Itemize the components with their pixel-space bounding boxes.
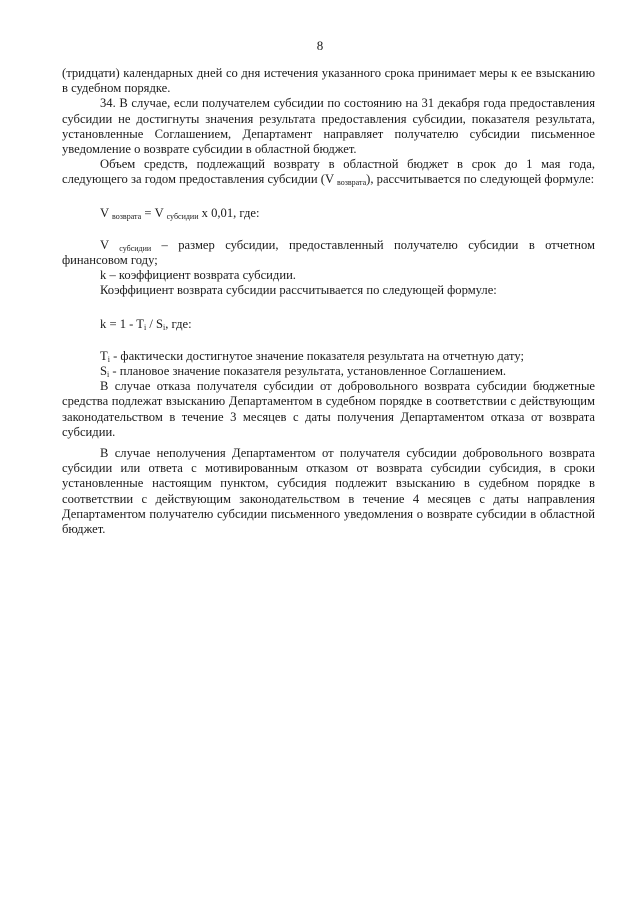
paragraph-intro: (тридцати) календарных дней со дня истечения указанного срока принимает меры к ее взысканию в судебном порядке.: [62, 66, 595, 96]
def-v-symbol: V: [100, 237, 120, 252]
formula-return-volume: [62, 206, 595, 221]
definition-k: k – коэффициент возврата субсидии.: [100, 268, 296, 283]
formula2-b: / S: [146, 316, 163, 331]
def-v-text: – размер субсидии, предоставленный получателю субсидии в отчетном финансовом году;: [62, 237, 595, 268]
volume-subscript: возврата: [337, 178, 367, 188]
formula-coefficient: [62, 317, 595, 332]
def-t-subscript: i: [107, 354, 110, 364]
definition-v-subsidy: [62, 238, 595, 268]
def-s-text: - плановое значение показателя результата, установленное Соглашением.: [109, 364, 507, 379]
formula2-a: k = 1 - T: [100, 316, 144, 331]
formula2-c: , где:: [165, 316, 192, 331]
paragraph-refusal: В случае отказа получателя субсидии от добровольного возврата субсидии бюджетные средства подлежат взысканию Департаментом в судебном порядке в соответствии с действующим законодательством в течение 3 месяцев с даты получения Департаментом отказа от возврата субсидии.: [62, 379, 595, 439]
def-t-symbol: T: [100, 348, 108, 363]
def-v-subscript: субсидии: [119, 243, 152, 253]
formula1-sub-return: возврата: [112, 211, 142, 221]
def-s-symbol: S: [100, 364, 108, 379]
paragraph-volume: [62, 157, 595, 187]
formula1-v: V: [100, 205, 109, 220]
paragraph-34: 34. В случае, если получателем субсидии по состоянию на 31 декабря года предоставления субсидии не достигнуты значения результата предоставления субсидии, показателя результата, установленные Соглашением, Департамент направляет получателю субсидии письменное уведомление о возврате субсидии в областной бюджет.: [62, 96, 595, 157]
paragraph-nonreceipt: В случае неполучения Департаментом от получателя субсидии добровольного возврата субсидии или ответа с мотивированным отказом от возврата субсидии субсидия, в сроки установленные настоящим пунктом, субсидия подлежит взысканию в судебном порядке в соответствии с действующим законодательством в течение 4 месяцев с даты направления Департаментом получателю субсидии письменного уведомления о возврате субсидии в областной бюджет.: [62, 446, 595, 537]
page-number: 8: [316, 38, 324, 53]
formula2-sub-s: i: [163, 322, 166, 332]
def-t-text: - фактически достигнутое значение показателя результата на отчетную дату;: [109, 348, 524, 363]
formula1-rest: x 0,01, где:: [198, 205, 260, 220]
definition-s: [62, 364, 595, 379]
formula2-sub-t: i: [143, 322, 147, 332]
formula1-eq: = V: [141, 205, 167, 220]
document-body: [62, 66, 595, 537]
definition-t: [62, 349, 595, 364]
volume-text-before: Объем средств, подлежащий возврату в областной бюджет в срок до 1 мая года, следующего за годом предоставления субсидии (V: [62, 157, 595, 187]
def-s-subscript: i: [107, 370, 110, 380]
volume-text-after: ), рассчитывается по следующей формуле:: [366, 172, 595, 187]
formula1-sub-subsidy: субсидии: [166, 211, 199, 221]
coefficient-intro: Коэффициент возврата субсидии рассчитывается по следующей формуле:: [100, 283, 497, 298]
